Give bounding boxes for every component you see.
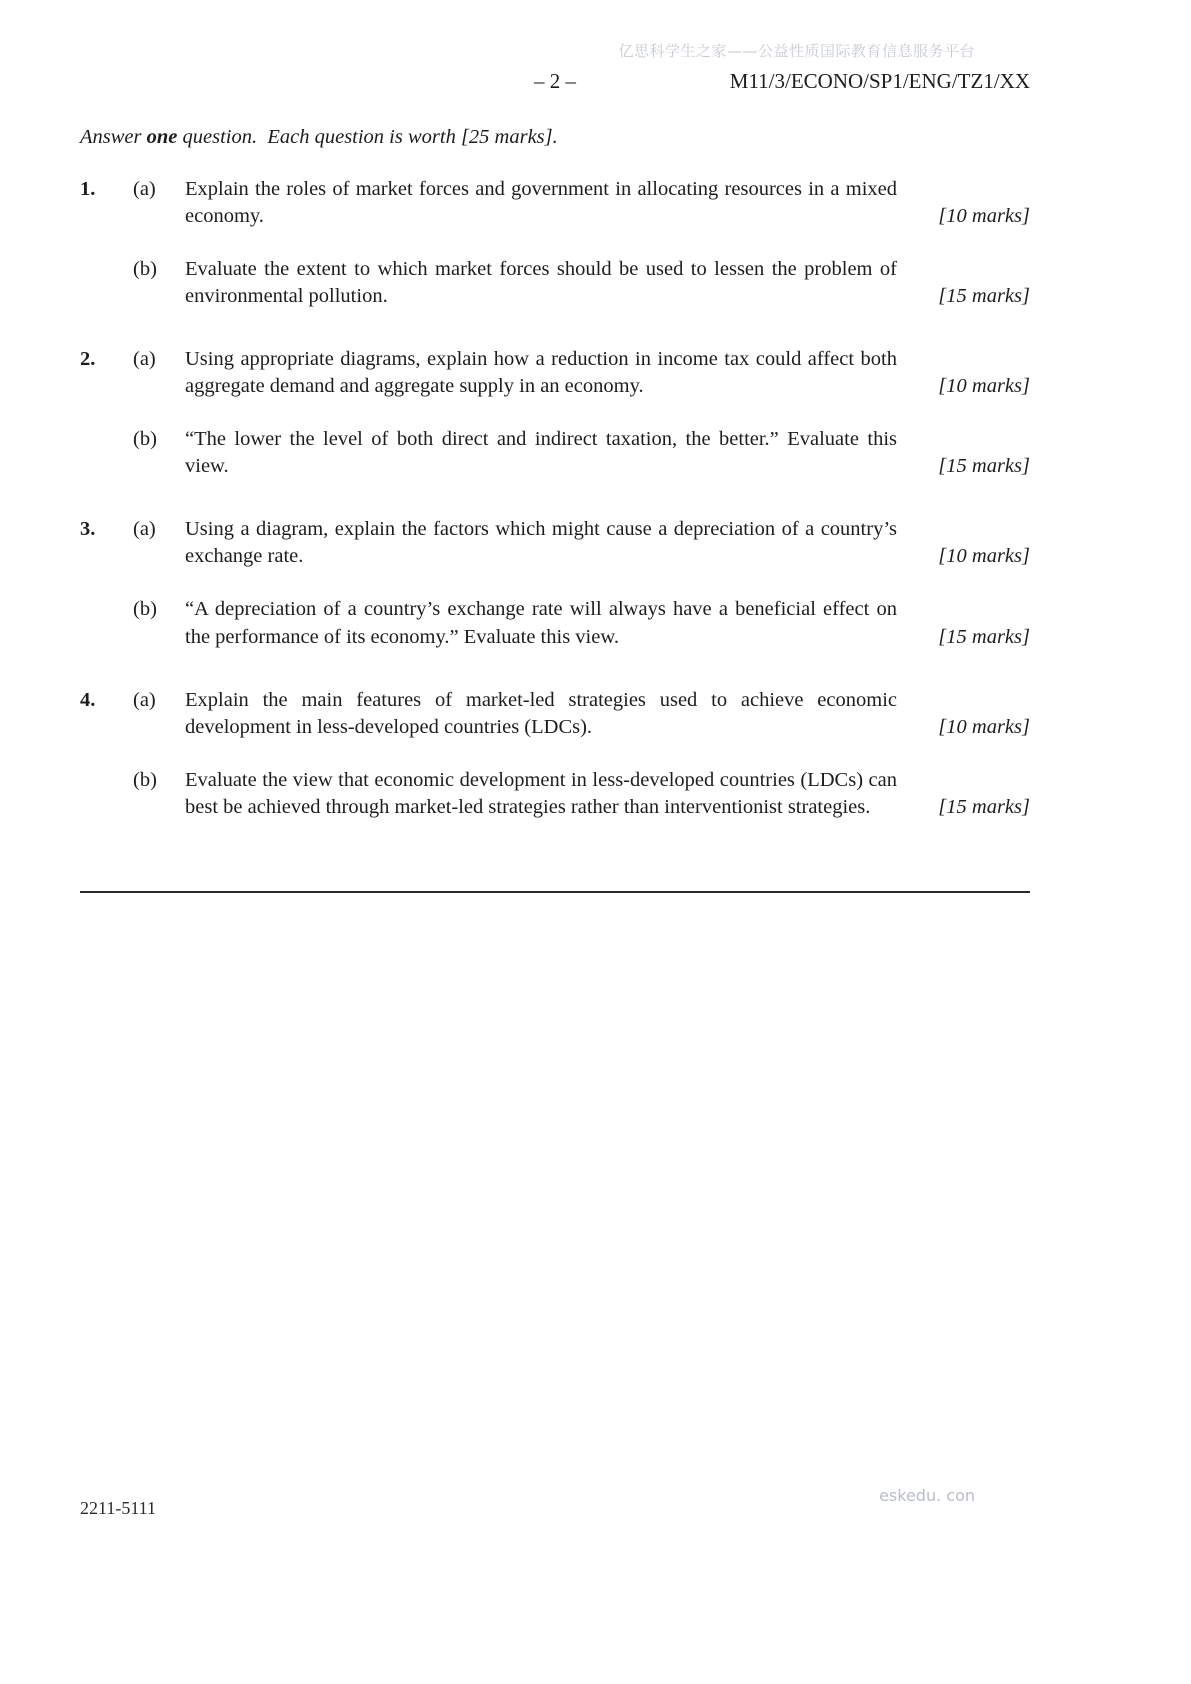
paper-reference-number: 2211-5111 <box>80 1498 156 1518</box>
part-text: Using a diagram, explain the factors which might cause a depreciation of a country’s exchange rate. <box>185 518 897 568</box>
page-header <box>80 69 1030 94</box>
question-2a <box>80 346 1030 400</box>
question-number-spacer <box>80 426 133 480</box>
instruction-prefix: Answer <box>80 126 147 148</box>
part-text: Using appropriate diagrams, explain how a reduction in income tax could affect both aggregate demand and aggregate supply in an economy. <box>185 348 897 398</box>
instruction-bold-word: one <box>146 126 178 148</box>
question-1b <box>80 256 1030 310</box>
question-number-spacer <box>80 256 133 310</box>
part-letter: (b) <box>133 258 157 281</box>
end-of-questions-rule <box>80 891 1030 893</box>
page-number: – 2 – <box>534 69 576 93</box>
question-2 <box>80 346 1030 480</box>
part-text: Explain the main features of market-led strategies used to achieve economic development in less-developed countries (LDCs). <box>185 688 897 738</box>
part-text: Evaluate the view that economic development in less-developed countries (LDCs) can best be achieved through market-led strategies rather than interventionist strategies. <box>185 768 897 818</box>
question-3 <box>80 516 1030 650</box>
instruction-suffix: question. Each question is worth [25 marks]. <box>177 126 558 148</box>
part-letter: (a) <box>133 688 156 711</box>
site-watermark-footer: eskedu. con <box>879 1486 975 1505</box>
part-letter: (b) <box>133 768 157 791</box>
site-watermark-header: 亿思科学生之家——公益性质国际教育信息服务平台 <box>618 42 975 60</box>
question-number: 4. <box>80 688 96 711</box>
part-text: “The lower the level of both direct and indirect taxation, the better.” Evaluate this view. <box>185 428 897 478</box>
question-3a <box>80 516 1030 570</box>
part-letter: (a) <box>133 518 156 541</box>
question-number: 1. <box>80 178 96 200</box>
part-marks: [15 marks] <box>938 285 1030 308</box>
part-letter: (b) <box>133 598 157 621</box>
question-1 <box>80 176 1030 310</box>
question-number: 2. <box>80 348 96 371</box>
question-number-spacer <box>80 767 133 821</box>
part-letter: (b) <box>133 428 157 451</box>
question-1a <box>80 176 1030 230</box>
part-text: Evaluate the extent to which market forces should be used to lessen the problem of environmental pollution. <box>185 258 897 308</box>
question-number-spacer <box>80 596 133 650</box>
part-letter: (a) <box>133 178 156 200</box>
paper-code: M11/3/ECONO/SP1/ENG/TZ1/XX <box>729 69 1030 93</box>
question-number: 3. <box>80 518 96 541</box>
part-marks: [15 marks] <box>938 455 1030 478</box>
part-marks: [10 marks] <box>938 545 1030 568</box>
question-list <box>80 176 1030 821</box>
part-text: Explain the roles of market forces and government in allocating resources in a mixed economy. <box>185 178 897 228</box>
question-4 <box>80 687 1030 821</box>
part-marks: [10 marks] <box>938 375 1030 398</box>
part-marks: [15 marks] <box>938 625 1030 648</box>
part-marks: [15 marks] <box>938 795 1030 818</box>
question-3b <box>80 596 1030 650</box>
question-4a <box>80 687 1030 741</box>
part-marks: [10 marks] <box>938 205 1030 228</box>
instruction-line <box>80 126 1030 149</box>
question-2b <box>80 426 1030 480</box>
part-letter: (a) <box>133 348 156 371</box>
question-4b <box>80 767 1030 821</box>
part-marks: [10 marks] <box>938 715 1030 738</box>
part-text: “A depreciation of a country’s exchange rate will always have a beneficial effect on the performance of its economy.” Evaluate this view. <box>185 598 897 648</box>
